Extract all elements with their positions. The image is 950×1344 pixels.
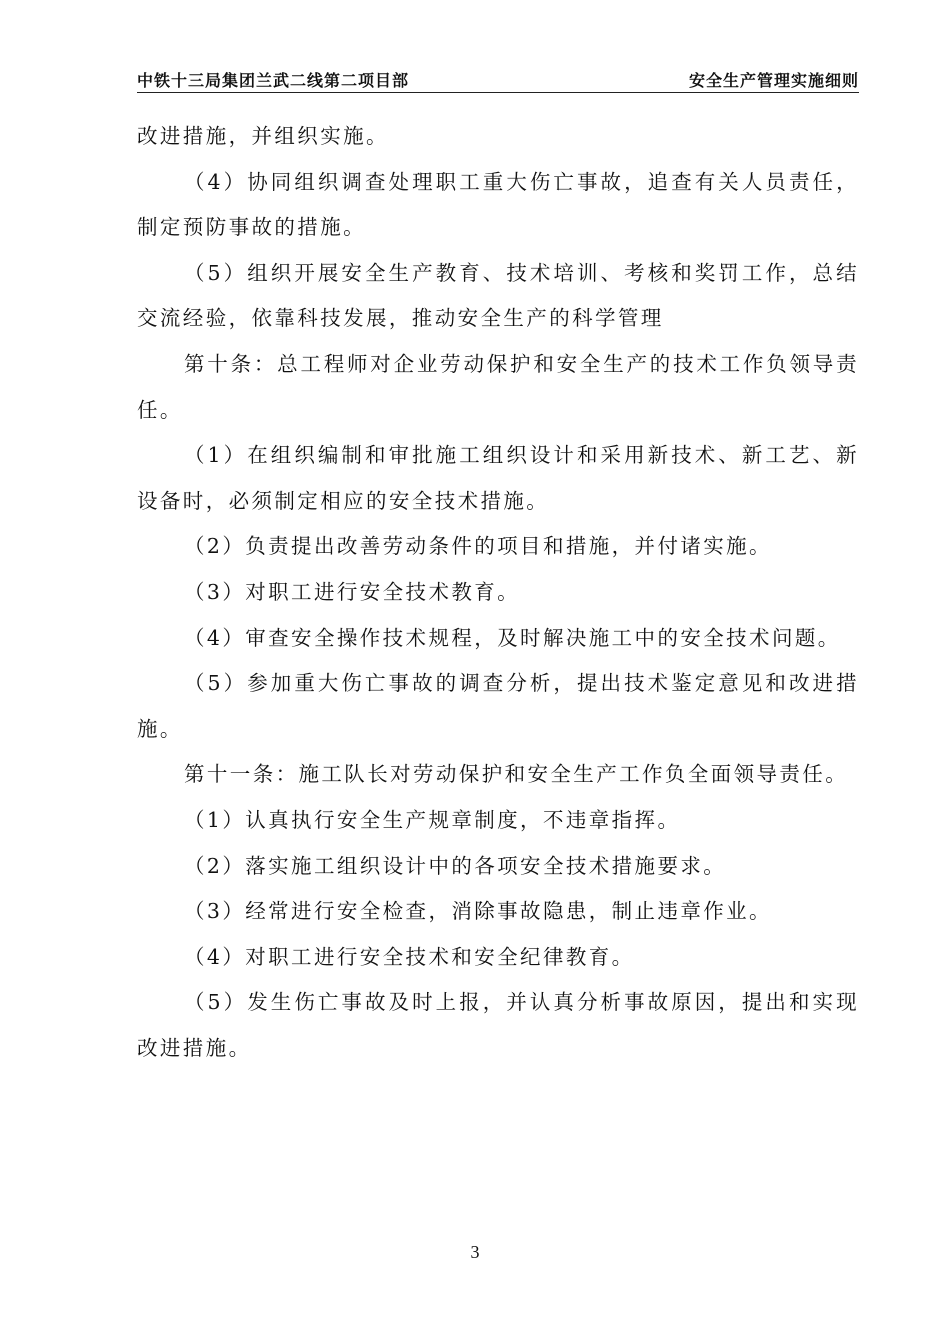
paragraph: （5）参加重大伤亡事故的调查分析，提出技术鉴定意见和改进措施。 — [137, 671, 859, 741]
paragraph: （4）审查安全操作技术规程，及时解决施工中的安全技术问题。 — [184, 625, 841, 650]
article-heading: 第十条：总工程师对企业劳动保护和安全生产的技术工作负领导责任。 — [137, 351, 859, 422]
paragraph: （4）对职工进行安全技术和安全纪律教育。 — [184, 944, 635, 969]
paragraph: （3）对职工进行安全技术教育。 — [184, 579, 521, 604]
page-header — [137, 66, 859, 93]
paragraph: （2）负责提出改善劳动条件的项目和措施，并付诸实施。 — [184, 534, 772, 559]
paragraph: （5）组织开展安全生产教育、技术培训、考核和奖罚工作，总结交流经验，依靠科技发展，推动安全生产的科学管理 — [137, 260, 859, 331]
header-document-title: 安全生产管理实施细则 — [688, 71, 859, 90]
paragraph: （1）在组织编制和审批施工组织设计和采用新技术、新工艺、新设备时，必须制定相应的安全技术措施。 — [137, 443, 859, 513]
paragraph: （4）协同组织调查处理职工重大伤亡事故，追查有关人员责任，制定预防事故的措施。 — [137, 169, 859, 240]
paragraph: 改进措施，并组织实施。 — [137, 124, 389, 148]
paragraph: （5）发生伤亡事故及时上报，并认真分析事故原因，提出和实现改进措施。 — [137, 990, 859, 1060]
page-number: 3 — [470, 1242, 480, 1262]
paragraph: （2）落实施工组织设计中的各项安全技术措施要求。 — [184, 853, 727, 878]
paragraph: （1）认真执行安全生产规章制度，不违章指挥。 — [184, 807, 681, 832]
document-body — [137, 114, 859, 1071]
paragraph: （3）经常进行安全检查，消除事故隐患，制止违章作业。 — [184, 899, 772, 924]
article-heading: 第十一条：施工队长对劳动保护和安全生产工作负全面领导责任。 — [184, 762, 849, 787]
header-organization: 中铁十三局集团兰武二线第二项目部 — [137, 71, 410, 90]
